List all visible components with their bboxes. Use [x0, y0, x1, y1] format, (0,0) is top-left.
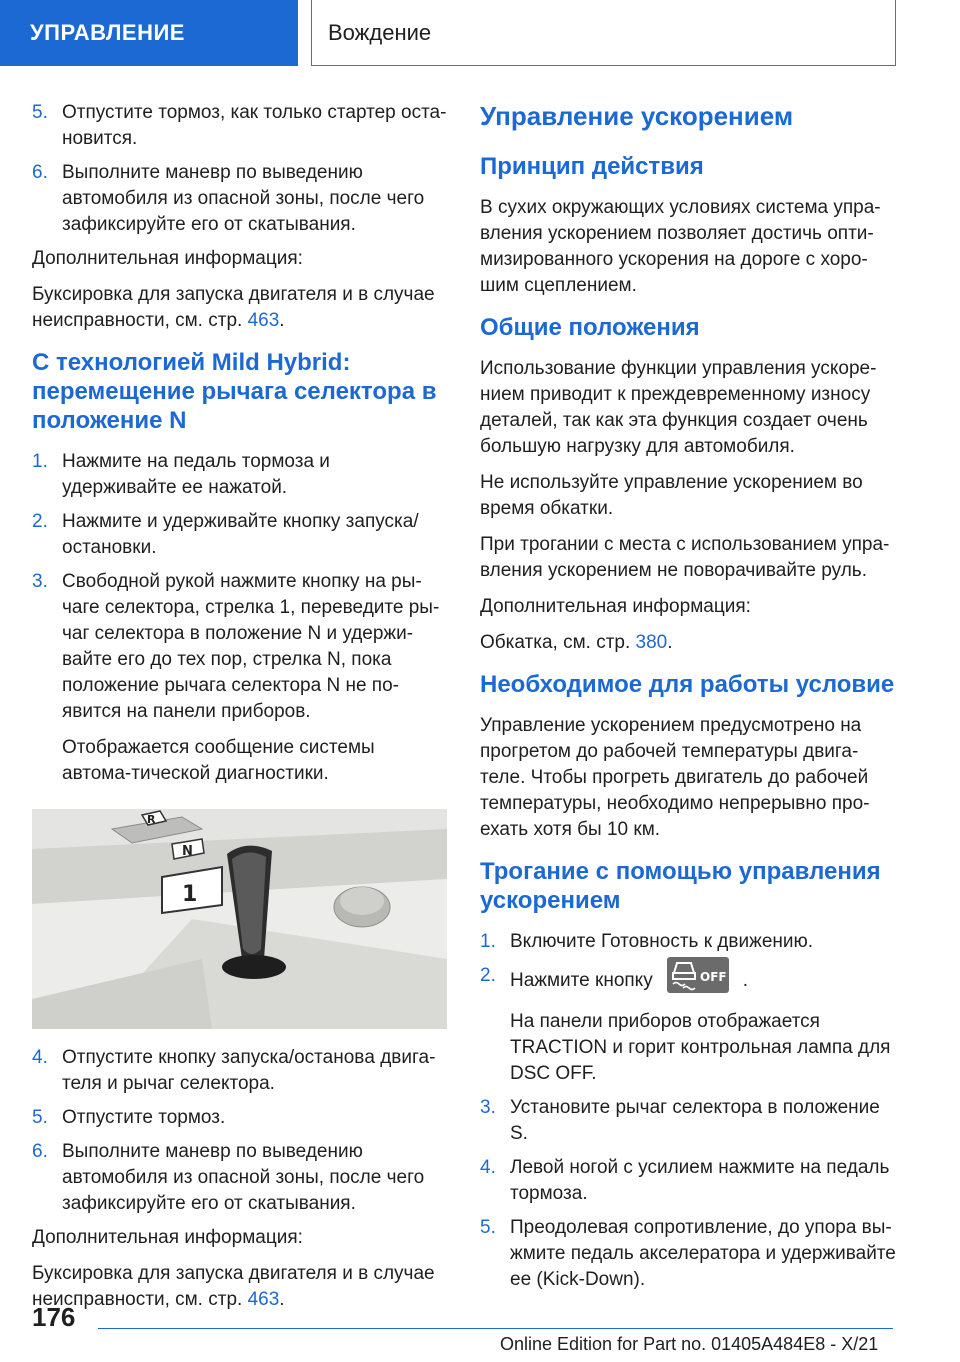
gear-selector-illustration [32, 809, 447, 1029]
step-number: 5. [32, 1107, 48, 1128]
list-item [32, 1045, 447, 1097]
page-link[interactable]: 380 [635, 632, 668, 653]
step-text: Нажмите и удерживайте кнопку запуска/остановки. [62, 511, 419, 558]
paragraph: Управление ускорением предусмотрено на прогретом до рабочей температуры двига-теле. Чтобы прогреть двигатель до рабочей температуры, необходимо непрерывно про-ехать хотя бы 10 км. [480, 715, 870, 840]
towing-text: Буксировка для запуска двигателя и в случае неисправности, см. стр. [32, 284, 435, 331]
section-heading: Необходимое для работы условие [480, 671, 895, 698]
list-item [32, 160, 447, 238]
step-text: Установите рычаг селектора в положение S. [510, 1097, 880, 1144]
step-number: 2. [32, 511, 48, 532]
list-item [32, 509, 447, 561]
step-text: Отпустите тормоз, как только стартер оста-новится. [62, 102, 447, 149]
breakin-text: Обкатка, см. стр. [480, 632, 631, 653]
traction-icon [667, 957, 729, 993]
label-n: N [182, 844, 193, 859]
gear-selector-drawing [32, 809, 447, 1029]
step-number: 5. [480, 1217, 496, 1238]
section-heading: Общие положения [480, 314, 700, 341]
step-text: Отпустите кнопку запуска/остановa двига-теля и рычаг селектора. [62, 1047, 436, 1094]
list-item [480, 929, 900, 955]
list-item [480, 1155, 900, 1207]
page-link[interactable]: 463 [247, 310, 280, 331]
step-text [510, 963, 900, 999]
step-text: Левой ногой с усилием нажмите на педаль тормоза. [510, 1157, 890, 1204]
info-label: Дополнительная информация: [480, 596, 751, 617]
page-link[interactable]: 463 [247, 1289, 280, 1310]
section-heading: Принцип действия [480, 153, 704, 180]
paragraph: При трогании с места с использованием упра-вления ускорением не поворачивайте руль. [480, 534, 890, 581]
right-column [480, 100, 900, 1301]
step-number: 1. [480, 931, 496, 952]
step-text: Выполните маневр по выведению автомобиля из опасной зоны, после чего зафиксируйте его от скатывания. [62, 1141, 425, 1214]
left-column [32, 100, 447, 1323]
step-number: 2. [480, 965, 496, 986]
list-item [32, 1105, 447, 1131]
label-1: 1 [182, 882, 198, 907]
section-tab: УПРАВЛЕНИЕ [0, 0, 298, 66]
towing-reference: Буксировка для запуска двигателя и в случае неисправности, см. стр. 463. [32, 284, 435, 331]
step-number: 5. [32, 102, 48, 123]
step-number: 3. [32, 571, 48, 592]
step-text-before: Нажмите кнопку [510, 970, 653, 992]
step-text: Включите Готовность к движению. [510, 931, 814, 952]
list-item [32, 100, 447, 152]
list-item [32, 1139, 447, 1217]
step-number: 1. [32, 451, 48, 472]
list-item [480, 1215, 900, 1293]
paragraph: В сухих окружающих условиях система упра-вления ускорением позволяет достичь опти-мизированного ускорения на дороге с хоро-шим сцеплением. [480, 197, 881, 296]
step-note: Отображается сообщение системы автома-тической диагностики. [62, 737, 375, 784]
step-text-after: . [742, 970, 748, 992]
footer-divider [98, 1328, 893, 1329]
section-heading: Трогание с помощью управления ускорением [480, 858, 881, 914]
step-text: Свободной рукой нажмите кнопку на ры-чаге селектора, стрелка 1, переведите ры-чаг селектора в положение N и удержи-вайте его до тех пор, стрелка N, пока положение рычага селектора N не по-явится на панели приборов. [62, 571, 440, 722]
edition-footer: Online Edition for Part no. 01405A484E8 - X/21 [500, 1334, 879, 1354]
list-item [480, 1095, 900, 1147]
step-number: 4. [32, 1047, 48, 1068]
button-label: OFF [699, 970, 727, 984]
step-number: 3. [480, 1097, 496, 1118]
section-heading: С технологией Mild Hybrid: перемещение рычага селектора в положение N [32, 349, 437, 434]
step-note: На панели приборов отображается TRACTION и горит контрольная лампа для DSC OFF. [510, 1011, 891, 1084]
info-label: Дополнительная информация: [32, 248, 303, 269]
chapter-tab: Вождение [311, 0, 896, 66]
paragraph: Использование функции управления ускоре-нием приводит к преждевременному износу деталей, так как эта функция создает очень большую нагрузку для автомобиля. [480, 358, 877, 457]
list-item [32, 569, 447, 787]
label-r: R [147, 813, 156, 826]
page-number: 176 [32, 1302, 76, 1332]
step-number: 6. [32, 1141, 48, 1162]
list-item [32, 449, 447, 501]
step-text: Выполните маневр по выведению автомобиля из опасной зоны, после чего зафиксируйте его от скатывания. [62, 162, 425, 235]
step-number: 6. [32, 162, 48, 183]
step-text: Отпустите тормоз. [62, 1107, 226, 1128]
page-title: Управление ускорением [480, 101, 794, 131]
step-text: Нажмите на педаль тормоза и удерживайте ее нажатой. [62, 451, 330, 498]
step-number: 4. [480, 1157, 496, 1178]
breakin-reference: Обкатка, см. стр. 380. [480, 632, 673, 653]
towing-reference: Буксировка для запуска двигателя и в случае неисправности, см. стр. 463. [32, 1263, 435, 1310]
step-text: Преодолевая сопротивление, до упора вы-жмите педаль акселератора и удерживайте ее (Kick-Down). [510, 1217, 896, 1290]
info-label: Дополнительная информация: [32, 1227, 303, 1248]
traction-off-button-icon [667, 957, 729, 993]
paragraph: Не используйте управление ускорением во время обкатки. [480, 472, 863, 519]
list-item [480, 963, 900, 1087]
towing-text: Буксировка для запуска двигателя и в случае неисправности, см. стр. [32, 1263, 435, 1310]
